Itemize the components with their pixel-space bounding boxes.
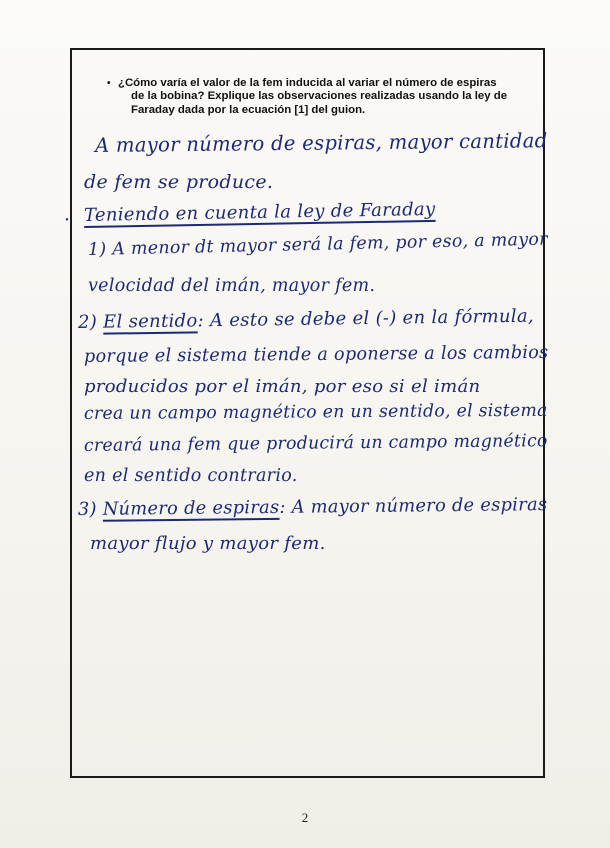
question-line-1: ¿Cómo varía el valor de la fem inducida al variar el número de espiras [118, 77, 497, 89]
point-2-line-d: crea un campo magnético en un sentido, el sistema [83, 400, 548, 424]
point-3-text: : A mayor número de espiras [279, 494, 548, 518]
point-3-line-b: mayor flujo y mayor fem. [90, 533, 326, 554]
point-2-line-f: en el sentido contrario. [84, 466, 298, 486]
point-2-number: 2) [77, 311, 98, 333]
point-2-text: : A esto se debe el (-) en la fórmula, [197, 305, 535, 332]
point-2-title: El sentido [102, 310, 198, 333]
printed-question [107, 77, 550, 117]
point-2-line-c: producidos por el imán, por eso si el imán [84, 376, 481, 397]
point-1-line-b: velocidad del imán, mayor fem. [88, 276, 376, 296]
answer-line-2: de fem se produce. [84, 171, 274, 193]
question-line-2: de la bobina? Explique las observaciones realizadas usando la ley de [131, 90, 508, 103]
point-3-title: Número de espiras [102, 496, 280, 520]
question-bullet: • [107, 78, 111, 89]
answer-line-1: A mayor número de espiras, mayor cantidad [94, 128, 548, 157]
point-3-number: 3) [77, 498, 97, 520]
page-number: 2 [301, 810, 309, 825]
faraday-heading: Teniendo en cuenta la ley de Faraday [83, 198, 436, 226]
point-2-line-b: porque el sistema tiende a oponerse a los cambios [83, 341, 549, 367]
point-1-line-a: 1) A menor dt mayor será la fem, por eso, a mayor [87, 229, 548, 260]
question-line-3: Faraday dada por la ecuación [1] del guion. [131, 103, 366, 116]
point-2-line-e: creará una fem que producirá un campo magnético [83, 431, 548, 456]
heading-marker: · [64, 209, 71, 231]
